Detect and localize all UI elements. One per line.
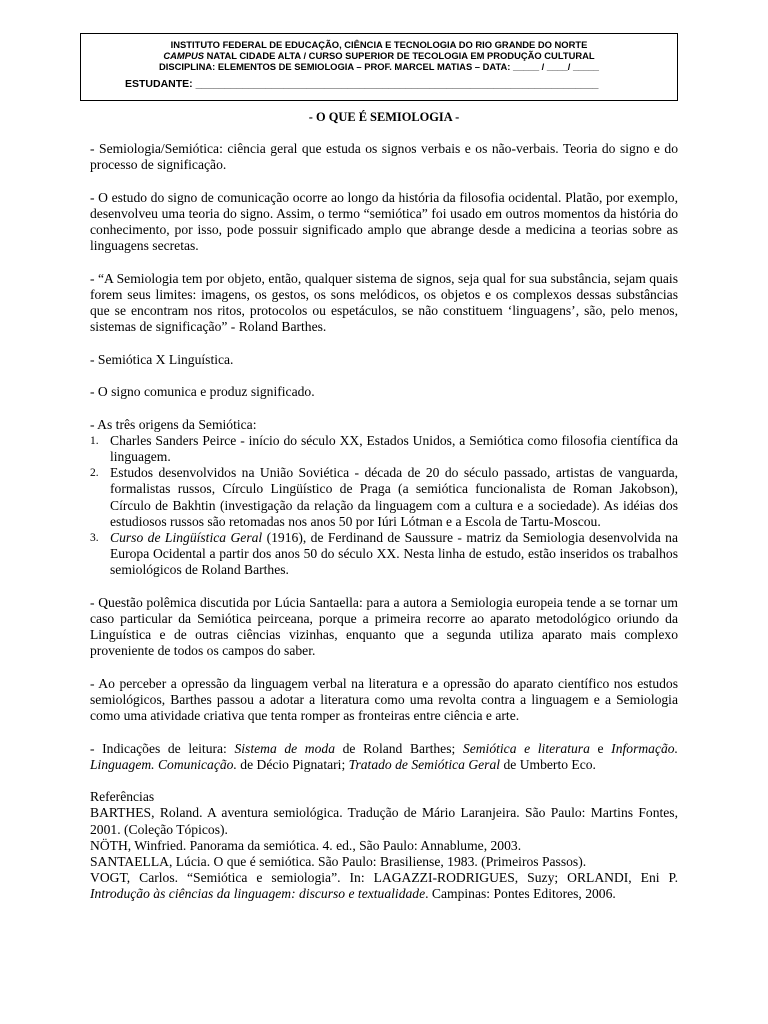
course-name: NATAL CIDADE ALTA / CURSO SUPERIOR DE TECOLOGIA EM PRODUÇÃO CULTURAL — [204, 50, 595, 61]
list-number: 1. — [90, 434, 99, 447]
book-title: Introdução às ciências da linguagem: discurso e textualidade — [90, 886, 426, 902]
discipline-line: DISCIPLINA: ELEMENTOS DE SEMIOLOGIA – PROF. MARCEL MATIAS – DATA: _____ / ____/ _____ — [158, 61, 600, 72]
reference-text: VOGT, Carlos. “Semiótica e semiologia”. In: LAGAZZI-RODRIGUES, Suzy; ORLANDI, Eni P. — [90, 870, 678, 886]
list-number: 3. — [90, 532, 99, 544]
paragraph-santaella: - Questão polêmica discutida por Lúcia Santaella: para a autora a Semiologia europeia tende a se tornar um caso particular da Semiótica peirceana, porque a primeira recorre ao aparato metodológico oriundo da Linguística e de outras ciências vizinhas, enquanto que a segunda utiliza aparato mais complexo proveniente de todos os campos do saber. — [90, 594, 678, 659]
document-body — [90, 109, 678, 903]
reading-prefix: - Indicações de leitura: — [90, 740, 235, 756]
reference-entry: NÖTH, Winfried. Panorama da semiótica. 4. ed., São Paulo: Annablume, 2003. — [90, 837, 522, 853]
reference-entry: SANTAELLA, Lúcia. O que é semiótica. São Paulo: Brasiliense, 1983. (Primeiros Passos). — [90, 854, 587, 869]
reference-text: . Campinas: Pontes Editores, 2006. — [425, 886, 616, 902]
campus-label: CAMPUS — [163, 50, 204, 61]
paragraph-history: - O estudo do signo de comunicação ocorre ao longo da história da filosofia ocidental. Platão, por exemplo, desenvolveu uma teoria do signo. Assim, o termo “semiótica” foi usado em outros momentos da história do conhecimento, por isso, pode possuir significado amplo que abrange desde a medicina a teorias sobre as linguagens secretas. — [90, 189, 678, 254]
book-title: Semiótica e literatura — [462, 740, 590, 756]
reading-text: e — [589, 740, 612, 756]
origins-list — [90, 433, 678, 579]
campus-course-line — [81, 50, 677, 61]
institution-name: INSTITUTO FEDERAL DE EDUCAÇÃO, CIÊNCIA E TECNOLOGIA DO RIO GRANDE DO NORTE — [170, 39, 588, 50]
references-heading: Referências — [90, 789, 155, 805]
book-title: Informação. Linguagem. Comunicação. — [90, 740, 678, 772]
paragraph-reading-suggestions — [90, 741, 678, 773]
book-title: Curso de Lingüística Geral — [110, 530, 263, 545]
student-field: ESTUDANTE: _____________________________________________________________________ — [125, 78, 599, 90]
reading-text: de Umberto Eco. — [500, 756, 596, 772]
paragraph-sign-meaning: - O signo comunica e produz significado. — [90, 384, 315, 400]
reference-entry: BARTHES, Roland. A aventura semiológica. Tradução de Mário Laranjeira. São Paulo: Martins Fontes, 2001. (Coleção Tópicos). — [90, 805, 678, 837]
reading-text: de Roland Barthes; — [335, 740, 463, 756]
paragraph-definition: - Semiologia/Semiótica: ciência geral que estuda os signos verbais e os não-verbais. Teoria do signo e do processo de significação. — [90, 141, 678, 173]
list-item — [90, 465, 678, 530]
paragraph-semiotics-vs-linguistics: - Semiótica X Linguística. — [90, 351, 234, 367]
reading-text: de Décio Pignatari; — [236, 756, 349, 772]
reference-entry — [90, 870, 678, 902]
book-title: Tratado de Semiótica Geral — [348, 756, 501, 772]
page-title: - O QUE É SEMIOLOGIA - — [308, 110, 460, 124]
origins-intro: - As três origens da Semiótica: — [90, 416, 257, 432]
list-item-text: (1916), de Ferdinand de Saussure - matriz da Semiologia desenvolvida na Europa Ocidental a partir dos anos 50 do século XX. Nesta linha de estudo, estão inseridos os trabalhos semiológicos de Roland Barthes. — [110, 530, 678, 578]
paragraph-barthes-quote: - “A Semiologia tem por objeto, então, qualquer sistema de signos, seja qual for sua substância, sejam quais forem seus limites: imagens, os gestos, os sons melódicos, os objetos e os complexos dessas substâncias que se encontram nos ritos, protocolos ou espetáculos, se não constituem ‘linguagens’, são, pelo menos, sistemas de significação” - Roland Barthes. — [90, 270, 678, 335]
list-item — [90, 530, 678, 579]
book-title: Sistema de moda — [234, 740, 336, 756]
list-item — [90, 433, 678, 465]
paragraph-barthes-literature: - Ao perceber a opressão da linguagem verbal na literatura e a opressão do aparato científico nos estudos semiológicos, Barthes passou a adotar a literatura como uma revolta contra a linguagem e a Semiologia como uma atividade criativa que tenta romper as fronteiras entre ciência e arte. — [90, 675, 678, 724]
list-item-text: Charles Sanders Peirce - início do século XX, Estados Unidos, a Semiótica como filosofia científica da linguagem. — [110, 432, 678, 464]
document-header — [80, 33, 678, 101]
list-number: 2. — [90, 467, 99, 480]
references-section — [90, 789, 678, 902]
list-item-text: Estudos desenvolvidos na União Soviética - década de 20 do século passado, artistas de vanguarda, formalistas russos, Círculo Lingüístico de Praga (a semiótica funcionalista de Roman Jakobson), Círculo de Bakhtin (investigação da relação da linguagem com a cultura e a sociedade). As idéias dos estudiosos russos são retomadas nos anos 50 por Iúri Lótman e a Escola de Tartu-Moscou. — [110, 465, 678, 529]
